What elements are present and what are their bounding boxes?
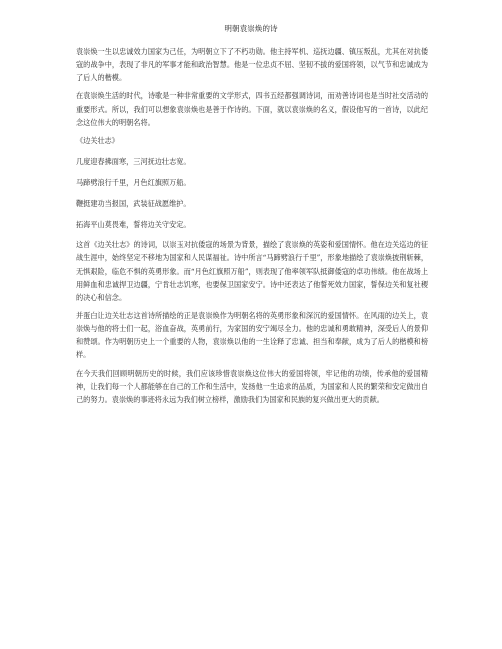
- poem-line: 马蹄劈浪行千里，月色红旗照万船。: [76, 177, 191, 187]
- poem-title: 《边关壮志》: [76, 135, 119, 145]
- intro-paragraph-2: 在袁崇焕生活的时代，诗歌是一种非常重要的文学形式，四书五经都强调诗词，而劝善诗词也是当时社交活动的重要形式。所以，我们可以想象袁崇焕也是善于作诗的。下面，就以袁崇焕的名义，假设他写的一首诗，以此纪念这位伟大的明朝名将。: [76, 91, 428, 127]
- analysis-paragraph-2: 并蛋白让边关壮志这首诗所描绘的正是袁崇焕作为明朝名将的英勇形象和深沉的爱国情怀。在风雨的边关上，袁崇焕与他的将士们一起，浴血奋战，英勇前行，为家国的安宁竭尽全力。他的忠诚和勇敢精神，深受后人的景仰和赞颂。作为明朝历史上一个重要的人物，袁崇焕以他的一生诠释了忠诚、担当和奉献，成为了后人的楷模和榜样。: [76, 311, 428, 360]
- poem-line: 鞭挺建功当报国，武装征战愿维护。: [76, 198, 191, 208]
- analysis-paragraph-1: 这首《边关壮志》的诗词，以崇玉对抗倭寇的场景为背景，描绘了袁崇焕的英姿和爱国情怀。他在边关巡边的征战生涯中，始终坚定不移地为国家和人民谋福祉。诗中所言“马蹄劈浪行千里”，形象地描绘了袁崇焕披荆斩棘，无惧艰险，临危不惧的英勇形象。而“月色红旗照万船”，则表现了他率领军队抵御倭寇的卓功伟绩。他在战场上用鲜血和忠诚捍卫边疆，宁肯壮志饥寒，也要保卫国家安宁。诗中还表达了他誓死效力国家，誓保边关和复社稷的决心和信念。: [76, 240, 428, 302]
- document-body: [76, 45, 428, 411]
- document-title: 明朝袁崇焕的诗: [224, 24, 278, 33]
- analysis-paragraph-3: 在今天我们回顾明朝历史的时候，我们应该珍惜袁崇焕这位伟大的爱国将领，牢记他的功绩，传承他的爱国精神，让我们每一个人都能够在自己的工作和生活中，发扬他一生追求的品质，为国家和人民的繁荣和安定做出自己的努力。袁崇焕的事迹将永远为我们树立榜样，激励我们为国家和民族的复兴做出更大的贡献。: [76, 368, 428, 404]
- intro-paragraph-1: 袁崇焕一生以忠诚效力国家为己任，为明朝立下了不朽功勋。他主持军机、巡抚边疆、镇压叛乱，尤其在对抗倭寇的战争中，表现了非凡的军事才能和政治智慧。他是一位忠贞不屈、坚韧不拔的爱国将领，以气节和忠诚成为了后人的楷模。: [76, 47, 428, 83]
- poem-line: 几度迎春拂面寒，三河抚边壮志宽。: [76, 156, 191, 166]
- poem-line: 拓海平山莫畏难，誓将边关守安定。: [76, 219, 191, 229]
